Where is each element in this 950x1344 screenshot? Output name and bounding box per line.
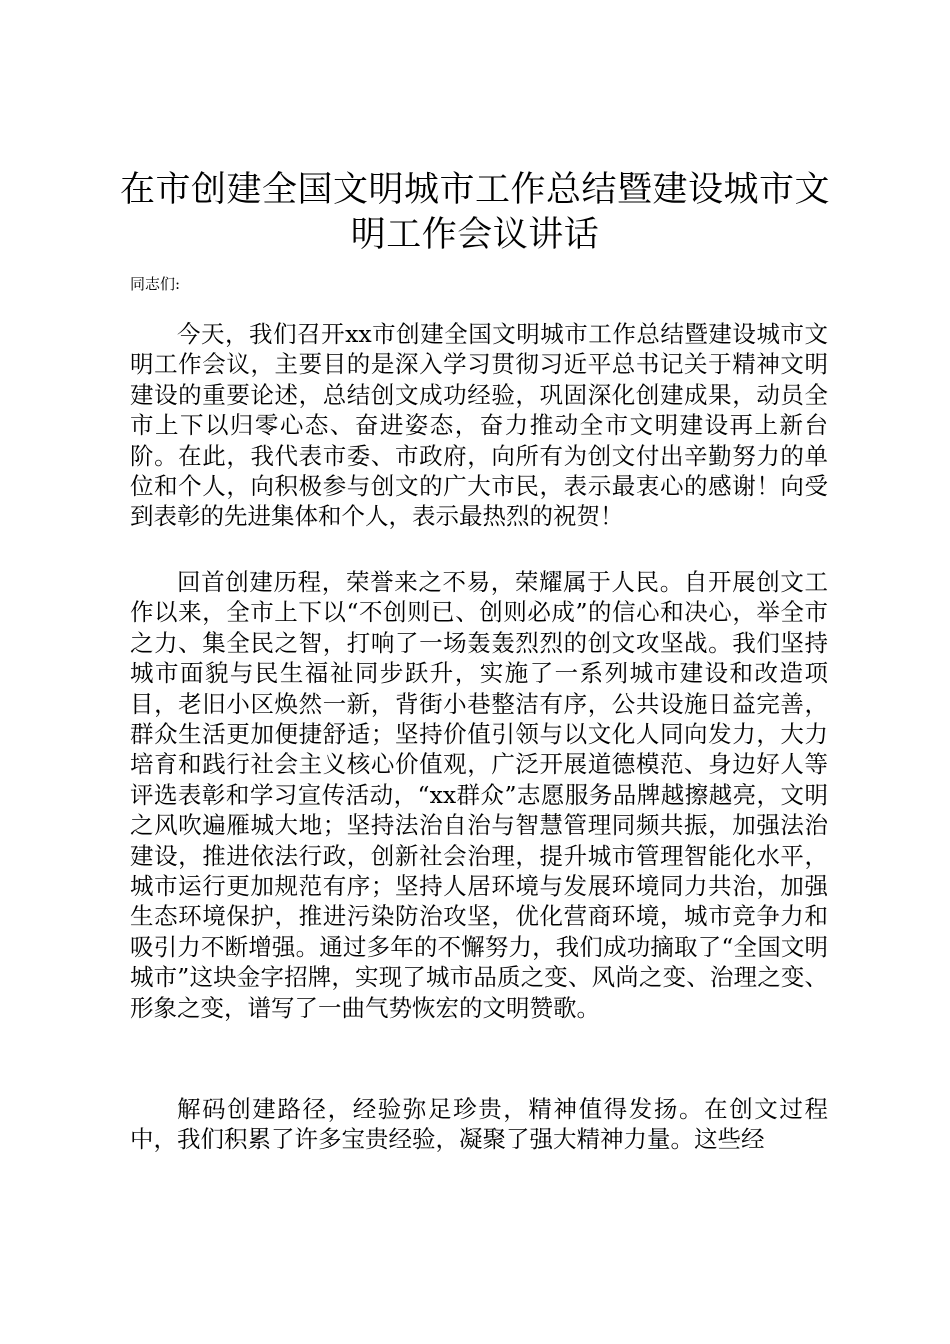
paragraph-review: 回首创建历程，荣誉来之不易，荣耀属于人民。自开展创文工作以来，全市上下以“不创则已、创则必成”的信心和决心，举全市之力、集全民之智，打响了一场轰轰烈烈的创文攻坚战。我们坚持城市面貌与民生福祉同步跃升，实施了一系列城市建设和改造项目，老旧小区焕然一新，背街小巷整洁有序，公共设施日益完善，群众生活更加便捷舒适；坚持价值引领与以文化人同向发力，大力培育和践行社会主义核心价值观，广泛开展道德模范、身边好人等评选表彰和学习宣传活动，“xx群众”志愿服务品牌越擦越亮，文明之风吹遍雁城大地；坚持法治自治与智慧管理同频共振，加强法治建设，推进依法行政，创新社会治理，提升城市管理智能化水平，城市运行更加规范有序；坚持人居环境与发展环境同力共治，加强生态环境保护，推进污染防治攻坚，优化营商环境，城市竞争力和吸引力不断增强。通过多年的不懈努力，我们成功摘取了“全国文明城市”这块金字招牌，实现了城市品质之变、风尚之变、治理之变、形象之变，谱写了一曲气势恢宏的文明赞歌。 (130, 568, 828, 1022)
paragraph-experience: 解码创建路径，经验弥足珍贵，精神值得发扬。在创文过程中，我们积累了许多宝贵经验，凝聚了强大精神力量。这些经 (130, 1095, 828, 1154)
paragraph-opening: 今天，我们召开xx市创建全国文明城市工作总结暨建设城市文明工作会议，主要目的是深入学习贯彻习近平总书记关于精神文明建设的重要论述，总结创文成功经验，巩固深化创建成果，动员全市上下以归零心态、奋进姿态，奋力推动全市文明建设再上新台阶。在此，我代表市委、市政府，向所有为创文付出辛勤努力的单位和个人，向积极参与创文的广大市民，表示最衷心的感谢！向受到表彰的先进集体和个人，表示最热烈的祝贺！ (130, 320, 828, 531)
salutation: 同志们: (130, 275, 181, 293)
document-title: 在市创建全国文明城市工作总结暨建设城市文明工作会议讲话 (119, 170, 830, 255)
